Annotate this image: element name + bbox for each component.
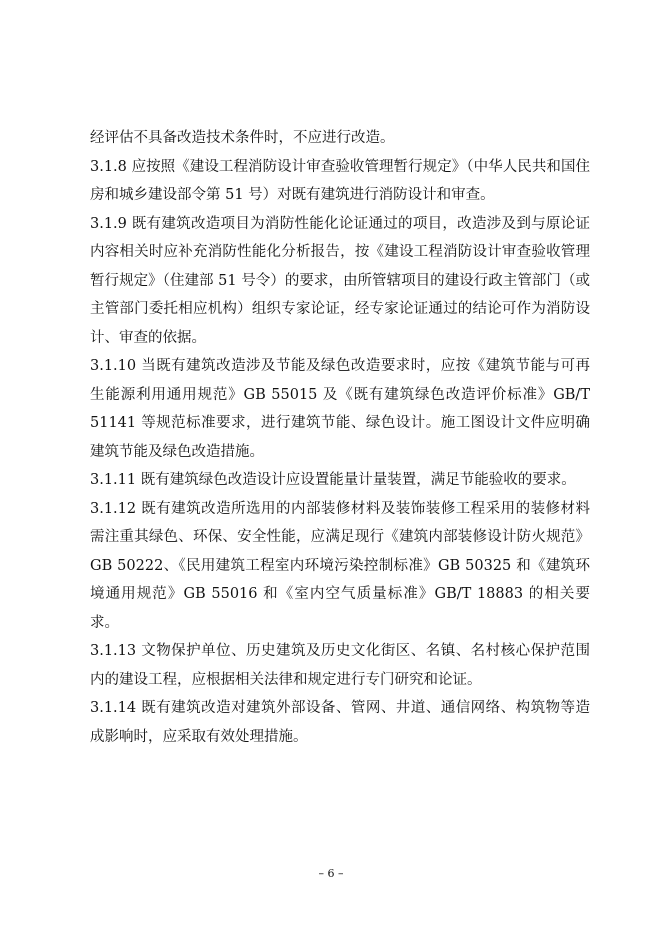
clause-text: 文物保护单位、历史建筑及历史文化街区、名镇、名村核心保护范围内的建设工程，应根据相关法律和规定进行专门研究和论证。 (90, 643, 591, 688)
clause-text: 既有建筑改造所选用的内部装修材料及装饰装修工程采用的装修材料需注重其绿色、环保、安全性能，应满足现行《建筑内部装修设计防火规范》GB 50222、《民用建筑工程室内环境污染控制标准》GB 50325 和《建筑环境通用规范》GB 55016 和《室内空气质量标准》GB/T 18883 的相关要求。 (90, 500, 591, 631)
clause-text: 应按照《建设工程消防设计审查验收管理暂行规定》（中华人民共和国住房和城乡建设部令第 51 号）对既有建筑进行消防设计和审查。 (90, 158, 591, 203)
clause-number: 3.1.11 (90, 472, 137, 488)
clause-text: 既有建筑绿色改造设计应设置能量计量装置，满足节能验收的要求。 (140, 472, 576, 488)
clause-number: 3.1.9 (90, 215, 127, 232)
clause-text: 既有建筑改造项目为消防性能化论证通过的项目，改造涉及到与原论证内容相关时应补充消防性能化分析报告，按《建设工程消防设计审查验收管理暂行规定》（住建部 51 号令）的要求，由所管辖项目的建设行政主管部门（或主管部门委托相应机构）组织专家论证，经专家论证通过的结论可作为消防设计、审查的依据。 (90, 215, 591, 346)
clause-number: 3.1.13 (90, 643, 137, 659)
body-text (90, 124, 590, 751)
continuation-paragraph: 经评估不具备改造技术条件时，不应进行改造。 (90, 130, 395, 146)
clause-3-1-10 (90, 352, 590, 466)
clause-3-1-11 (90, 466, 590, 495)
clause-3-1-12 (90, 495, 590, 638)
clause-3-1-14 (90, 694, 590, 751)
page-number: – 6 – (318, 867, 344, 880)
clause-number: 3.1.12 (90, 500, 137, 517)
clause-text: 既有建筑改造对建筑外部设备、管网、井道、通信网络、构筑物等造成影响时，应采取有效处理措施。 (90, 700, 591, 745)
clause-text: 当既有建筑改造涉及节能及绿色改造要求时，应按《建筑节能与可再生能源利用通用规范》GB 55015 及《既有建筑绿色改造评价标准》GB/T 51141 等规范标准要求，进行建筑节能、绿色设计。施工图设计文件应明确建筑节能及绿色改造措施。 (90, 358, 591, 460)
clause-3-1-9 (90, 210, 590, 353)
clause-number: 3.1.10 (90, 358, 137, 374)
clause-3-1-8 (90, 153, 590, 210)
clause-number: 3.1.8 (90, 158, 127, 175)
clause-number: 3.1.14 (90, 700, 137, 716)
clause-3-1-13 (90, 637, 590, 694)
